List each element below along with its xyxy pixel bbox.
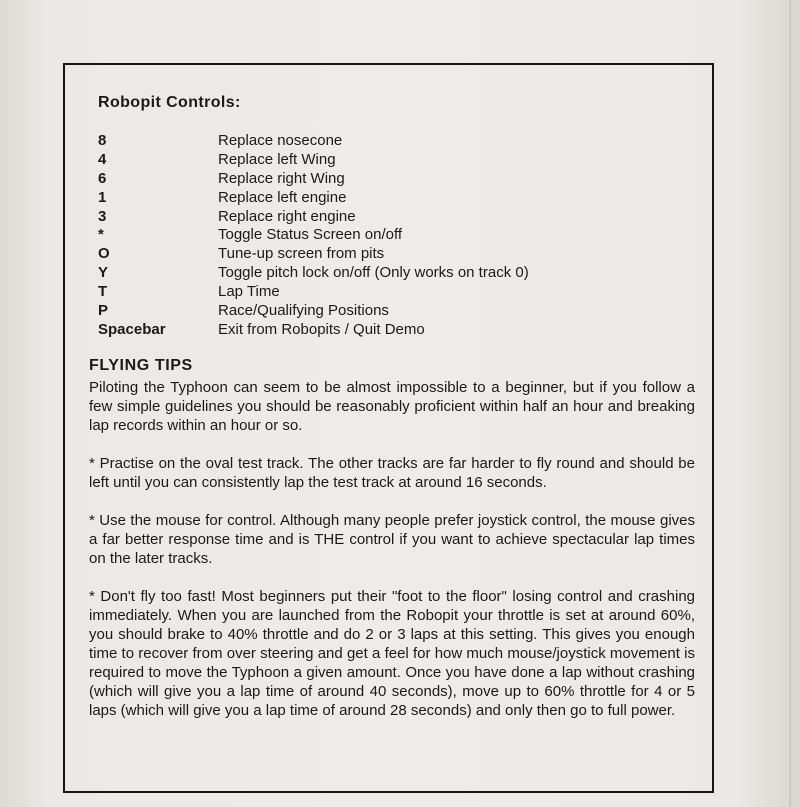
control-row: [98, 302, 389, 321]
control-key: 6: [98, 169, 107, 187]
controls-list: [98, 132, 529, 340]
tip-paragraph: Piloting the Typhoon can seem to be almost impossible to a beginner, but if you follow a few simple guidelines you should be reasonably proficient within half an hour and breaking lap records within an hour or so.: [89, 379, 695, 434]
control-row: [98, 264, 529, 283]
control-action: Toggle pitch lock on/off (Only works on track 0): [218, 264, 529, 282]
control-row: [98, 132, 343, 151]
control-action: Toggle Status Screen on/off: [218, 226, 403, 244]
control-action: Exit from Robopits / Quit Demo: [218, 320, 425, 338]
page-fold-shadow: [789, 0, 792, 807]
control-row: [98, 320, 425, 340]
control-key: O: [98, 245, 110, 263]
control-row: [98, 245, 385, 264]
tip-paragraph: * Practise on the oval test track. The other tracks are far harder to fly round and should be left until you can consistently lap the test track at around 16 seconds.: [89, 455, 695, 491]
control-action: Replace nosecone: [218, 132, 343, 149]
control-key: T: [98, 283, 108, 301]
control-row: [98, 226, 403, 245]
flying-tips-body: [89, 378, 695, 739]
control-key: 3: [98, 207, 107, 225]
control-action: Lap Time: [218, 283, 280, 301]
control-key: 8: [98, 132, 107, 149]
control-action: Replace right Wing: [218, 169, 345, 187]
control-key: 1: [98, 188, 107, 206]
control-key: 4: [98, 150, 107, 168]
control-key: Y: [98, 264, 109, 282]
control-key: Spacebar: [98, 320, 166, 338]
content-frame: [63, 63, 714, 793]
control-row: [98, 169, 345, 189]
control-action: Replace left Wing: [218, 150, 336, 168]
control-row: [98, 283, 280, 302]
tip-paragraph: * Don't fly too fast! Most beginners put their "foot to the floor" losing control and crashing immediately. When you are launched from the Robopit your throttle is set at around 60%, you should brake to 40% throttle and do 2 or 3 laps at this setting. This gives you enough time to recover from over steering and get a feel for how much mouse/joystick movement is required to move the Typhoon a given amount. Once you have done a lap without crashing (which will give you a lap time of around 40 seconds), move up to 60% throttle for 4 or 5 laps (which will give you a lap time of around 28 seconds) and only then go to full power.: [89, 588, 695, 719]
control-action: Tune-up screen from pits: [218, 245, 385, 263]
control-row: [98, 207, 356, 227]
control-key: *: [98, 226, 104, 244]
control-row: [98, 150, 336, 170]
control-action: Replace right engine: [218, 207, 356, 225]
control-action: Replace left engine: [218, 188, 347, 206]
controls-heading: Robopit Controls:: [98, 94, 241, 111]
tip-paragraph: * Use the mouse for control. Although many people prefer joystick control, the mouse gives a far better response time and is THE control if you want to achieve spectacular lap times on the later tracks.: [89, 512, 695, 567]
control-action: Race/Qualifying Positions: [218, 302, 389, 320]
flying-tips-heading: FLYING TIPS: [89, 357, 193, 374]
control-key: P: [98, 302, 109, 320]
control-row: [98, 188, 347, 208]
